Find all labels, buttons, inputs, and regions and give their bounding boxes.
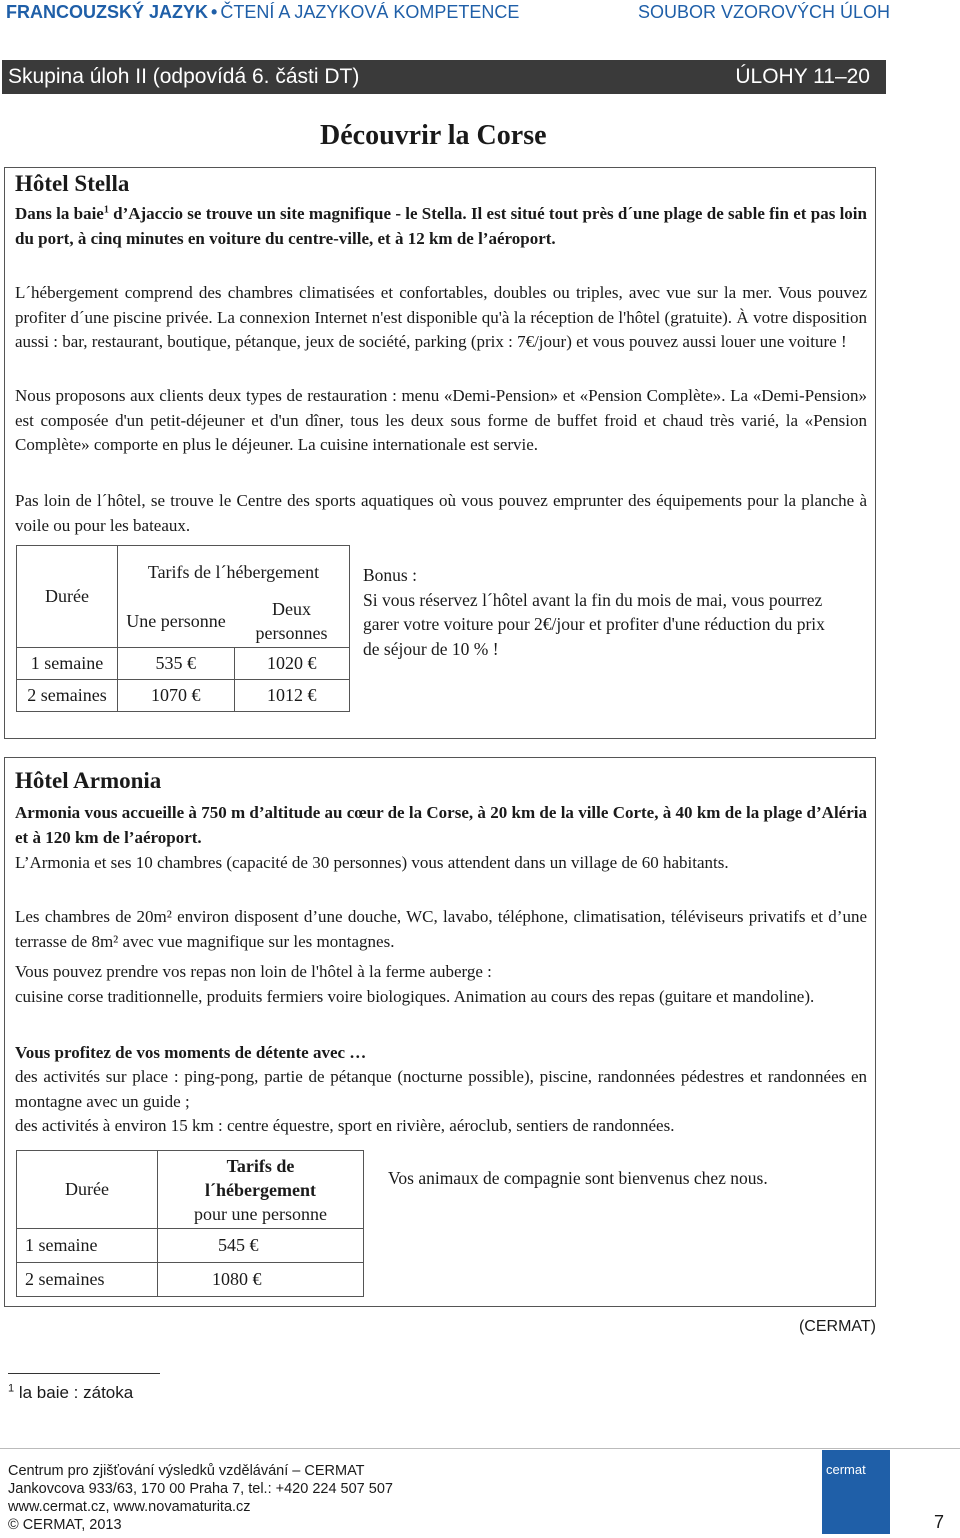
page-number: 7	[934, 1512, 945, 1532]
stella-title: Hôtel Stella	[15, 171, 130, 196]
stella-col-duree: Durée	[17, 546, 118, 648]
armonia-leisure-title: Vous profitez de vos moments de détente avec …	[15, 1043, 367, 1062]
armonia-activities-onsite: des activités sur place : ping-pong, partie de pétanque (nocturne possible), piscine, randonnées pédestres et randonnées en montagne avec un guide ;	[15, 1067, 867, 1111]
table-row: 2 semaines 1080 €	[17, 1263, 364, 1297]
stella-sub-deux: Deux personnes	[234, 596, 350, 648]
armonia-pets-note: Vos animaux de compagnie sont bienvenus chez nous.	[388, 1168, 768, 1188]
armonia-title: Hôtel Armonia	[15, 768, 162, 793]
table-row: 2 semaines 1070 € 1012 €	[17, 680, 350, 712]
footer-address: Centrum pro zjišťování výsledků vzdělávání – CERMAT Jankovcova 933/63, 170 00 Praha 7, tel.: +420 224 507 507 www.cermat.cz, www.novamaturita.cz © CERMAT, 2013	[8, 1463, 393, 1533]
stella-paragraph-2: Nous proposons aux clients deux types de restauration : menu «Demi-Pension» et «Pension Complète». La «Demi-Pension» est composée d'un petit-déjeuner et d'un dîner, tous les deux sous forme de buffet froid et chaud très varié, la «Pension Complète» comporte en plus le déjeuner. La cuisine internationale est servie.	[15, 386, 867, 454]
stella-sub-une: Une personne	[118, 596, 235, 648]
armonia-paragraph-2: Les chambres de 20m² environ disposent d’une douche, WC, lavabo, téléphone, climatisation, téléviseurs privatifs et d’une terrasse de 8m² avec vue magnifique sur les montagnes.	[15, 907, 867, 951]
page-title: Découvrir la Corse	[320, 120, 547, 151]
armonia-paragraph-3b: cuisine corse traditionnelle, produits fermiers voire biologiques. Animation au cours des repas (guitare et mandoline).	[15, 987, 815, 1006]
armonia-paragraph-3a: Vous pouvez prendre vos repas non loin de l'hôtel à la ferme auberge :	[15, 962, 492, 981]
bonus-text: Si vous réservez l´hôtel avant la fin du mois de mai, vous pourrez garer votre voiture pour 2€/jour et profiter d'une réduction du prix de séjour de 10 % !	[363, 589, 825, 659]
footnote-divider	[8, 1373, 160, 1374]
armonia-tarif-table	[16, 1150, 364, 1297]
armonia-col-duree: Durée	[17, 1151, 158, 1229]
cermat-logo: cermat	[822, 1450, 890, 1534]
stella-intro: Dans la baie$^1$ d’Ajaccio se trouve un site magnifique - le Stella. Il est situé tout près d´une plage de sable fin et pas loin du port, à cinq minutes en voiture du centre-ville, et à 12 km de l’aéroport.	[15, 204, 867, 248]
stella-paragraph-3: Pas loin de l´hôtel, se trouve le Centre des sports aquatiques où vous pouvez emprunter des équipements pour la planche à voile ou pour les bateaux.	[15, 491, 867, 535]
section-bar-left: Skupina úloh II (odpovídá 6. části DT)	[8, 65, 360, 88]
table-row: 1 semaine 535 € 1020 €	[17, 648, 350, 680]
section-bar-right: ÚLOHY 11–20	[735, 65, 870, 88]
stella-col-tarifs: Tarifs de l´hébergement	[118, 546, 350, 596]
armonia-paragraph-1: L’Armonia et ses 10 chambres (capacité de 30 personnes) vous attendent dans un village de 60 habitants.	[15, 853, 729, 872]
stella-paragraph-1: L´hébergement comprend des chambres climatisées et confortables, doubles ou triples, avec vue sur la mer. Vous pouvez profiter d´une piscine privée. La connexion Internet n'est disponible qu'à la réception de l'hôtel (gratuite). À votre disposition aussi : bar, restaurant, boutique, pétanque, jeux de société, parking (prix : 7€/jour) et vous pouvez aussi louer une voiture !	[15, 283, 867, 351]
section-bar	[2, 60, 886, 94]
stella-tarif-table	[16, 545, 350, 712]
hotel-armonia-box	[4, 757, 876, 1307]
table-row: 1 semaine 545 €	[17, 1229, 364, 1263]
stella-bonus	[363, 563, 833, 661]
source-credit: (CERMAT)	[798, 1318, 876, 1335]
header-collection: SOUBOR VZOROVÝCH ÚLOH	[637, 2, 890, 22]
hotel-stella-box	[4, 167, 876, 739]
bonus-title: Bonus :	[363, 565, 417, 585]
footnote: $^1$ la baie : zátoka	[8, 1382, 134, 1402]
header-subject: FRANCOUZSKÝ JAZYK • ČTENÍ A JAZYKOVÁ KOMPETENCE	[6, 2, 520, 22]
armonia-col-tarifs: Tarifs de l´hébergement pour une personne	[158, 1151, 364, 1229]
armonia-activities-nearby: des activités à environ 15 km : centre équestre, sport en rivière, aéroclub, sentiers de randonnées.	[15, 1116, 675, 1135]
armonia-intro: Armonia vous accueille à 750 m d’altitude au cœur de la Corse, à 20 km de la ville Corte, à 40 km de la plage d’Aléria et à 120 km de l’aéroport.	[15, 803, 867, 847]
footer-divider	[0, 1448, 960, 1449]
